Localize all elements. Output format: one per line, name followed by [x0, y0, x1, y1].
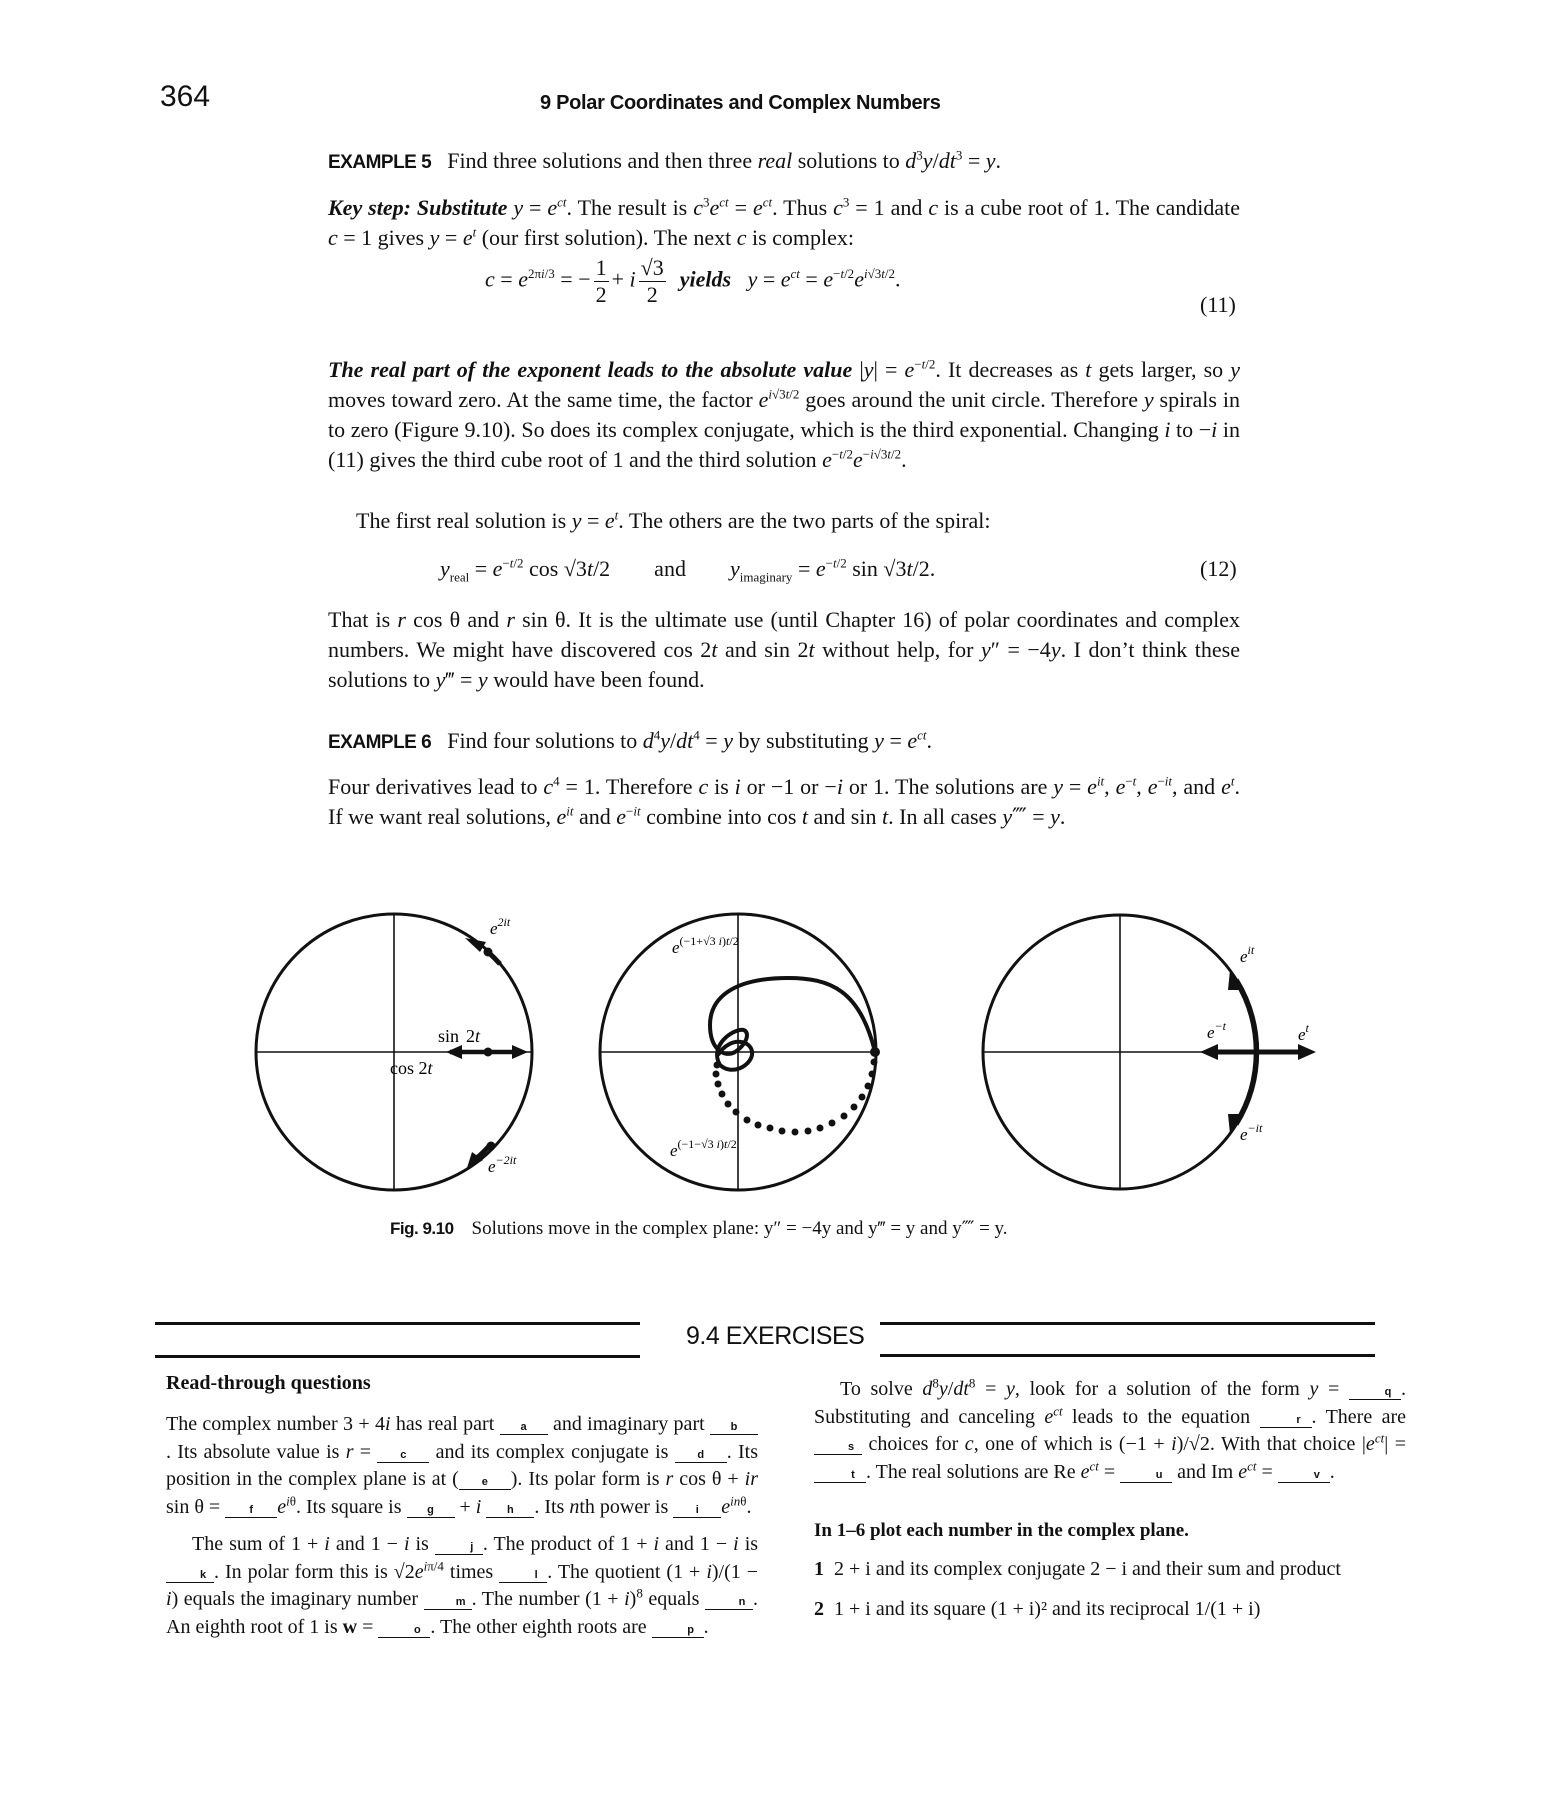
- bold-lead: The real part of the exponent leads to the absolute value: [328, 357, 853, 382]
- blank-q[interactable]: q: [1349, 1385, 1401, 1400]
- caption-text: Solutions move in the complex plane: y″ = −4y and y‴ = y and y⁗ = y.: [471, 1218, 1008, 1239]
- example6-label: EXAMPLE 6: [328, 732, 432, 753]
- example5-key-step: Key step: Substitute $y = e^{ct}$. The result is $c^3e^{ct} = e^{ct}$. Thus $c^3 = 1$ and c is a cube root of 1. The candidate c = 1 gives $y = e^t$ (our first solution). The next c is complex:: [328, 194, 1241, 250]
- readthrough-title: Read-through questions: [166, 1372, 371, 1394]
- label-eit: $e^{it}$: [1240, 943, 1255, 966]
- blank-c[interactable]: c: [377, 1448, 429, 1463]
- blank-m[interactable]: m: [424, 1595, 472, 1610]
- blank-p[interactable]: p: [652, 1623, 704, 1638]
- figure-9-10: [240, 890, 1320, 1200]
- figure-caption: [390, 1217, 1008, 1240]
- blank-d[interactable]: d: [675, 1448, 727, 1463]
- key-step-label: Key step: Substitute: [328, 195, 508, 220]
- panel-four-roots: [983, 915, 1316, 1189]
- rule-right-bottom: [880, 1354, 1375, 1357]
- running-head: 9 Polar Coordinates and Complex Numbers: [540, 92, 941, 114]
- equation-12: $y_{real} = e^{-t/2}$ cos √3t/2 and $y_{imaginary} = e^{-t/2}$ sin √3t/2.: [440, 555, 936, 585]
- problem-2-text: 1 + i and its square (1 + i)² and its reciprocal 1/(1 + i): [834, 1597, 1261, 1620]
- readthrough-paragraph-2: The sum of 1 + i and 1 − i is j . The product of 1 + i and 1 − i is k . In polar form this is $√2e^{i\pi/4}$ times l . The quotient (1 + i)/(1 − i) equals the imaginary number m . The number $(1 + i)^8$ equals n . An eighth root of 1 is w = o . The other eighth roots are p .: [166, 1533, 759, 1638]
- readthrough-paragraph-1: The complex number 3 + 4i has real part a and imaginary part b. Its absolute value is r = c and its complex conjugate is d . Its position in the complex plane is at ( e ). Its polar form is r cos θ + ir sin θ = f $e^{i\theta}$. Its square is g + i h . Its nth power is i $e^{in\theta}$.: [166, 1413, 758, 1518]
- example6-paragraph: Four derivatives lead to $c^4 = 1$. Therefore c is i or −1 or −i or 1. The solutions are $y = e^{it}$, $e^{-t}$, $e^{-it}$, and $e^t$. If we want real solutions, $e^{it}$ and $e^{-it}$ combine into cos t and sin t. In all cases y⁗ = y.: [328, 773, 1240, 829]
- problem-2: [814, 1596, 1406, 1624]
- blank-r[interactable]: r: [1260, 1413, 1312, 1428]
- label-e-minus-it: $e^{-it}$: [1240, 1121, 1263, 1144]
- label-et: $e^t$: [1298, 1021, 1309, 1044]
- blank-o[interactable]: o: [378, 1623, 430, 1638]
- example5-label: EXAMPLE 5: [328, 152, 432, 173]
- example6-statement: [328, 726, 1240, 758]
- equation-11-number: (11): [1200, 292, 1236, 317]
- example6-prompt: Find four solutions to $d^4y/dt^4 = y$ by substituting $y = e^{ct}$.: [447, 727, 933, 753]
- example5-statement: [328, 146, 1240, 178]
- blank-k[interactable]: k: [166, 1568, 214, 1583]
- plot-instruction: In 1–6 plot each number in the complex plane.: [814, 1520, 1189, 1541]
- blank-n[interactable]: n: [705, 1595, 753, 1610]
- right-column: [814, 1376, 1406, 1623]
- blank-g[interactable]: g: [407, 1503, 455, 1518]
- example5-paragraph2: The real part of the exponent leads to the absolute value $|y| = e^{-t/2}$. It decreases as t gets larger, so y moves toward zero. At the same time, the factor $e^{i√3t/2}$ goes around the unit circle. Therefore y spirals in to zero (Figure 9.10). So does its complex conjugate, which is the third exponential. Changing i to −i in (11) gives the third cube root of 1 and the third solution $e^{-t/2}e^{-i√3t/2}$.: [328, 356, 1241, 472]
- label-spiral-lower: $e^{(-1-√3}$ i)t/2: [670, 1137, 737, 1160]
- problem-1-text: 2 + i and its complex conjugate 2 − i and their sum and product: [834, 1558, 1341, 1580]
- label-e-minus-t: $e^{-t}$: [1207, 1019, 1226, 1042]
- right-paragraph-1: To solve $d^8y/dt^8 = y$, look for a solution of the form y = q . Substituting and canceling $e^{ct}$ leads to the equation r . There are s choices for c, one of which is (−1 + i)/√2. With that choice $|e^{ct}| = t$ . The real solutions are Re $e^{ct} = u$ and Im $e^{ct} = v$ .: [814, 1375, 1407, 1483]
- example5-paragraph4: That is r cos θ and r sin θ. It is the ultimate use (until Chapter 16) of polar coordinates and complex numbers. We might have discovered cos 2t and sin 2t without help, for y″ = −4y. I don’t think these solutions to y‴ = y would have been found.: [328, 607, 1240, 692]
- label-cos2t: cos 2t: [390, 1058, 433, 1078]
- problem-1: [814, 1556, 1406, 1584]
- blank-i[interactable]: i: [673, 1503, 721, 1518]
- caption-label: Fig. 9.10: [390, 1219, 454, 1238]
- rule-right-top: [880, 1322, 1375, 1325]
- blank-e[interactable]: e: [459, 1475, 511, 1490]
- blank-t[interactable]: t: [814, 1468, 866, 1483]
- rule-left-bottom: [155, 1355, 640, 1358]
- example5-paragraph3: The first real solution is $y = e^t$. The others are the two parts of the spiral:: [356, 507, 991, 533]
- blank-l[interactable]: l: [499, 1568, 547, 1583]
- label-spiral-upper: $e^{(-1+√3}$ i)t/2: [672, 934, 739, 957]
- page-number: 364: [160, 80, 211, 113]
- blank-u[interactable]: u: [1120, 1468, 1172, 1483]
- label-sin2t: sin: [438, 1026, 460, 1046]
- label-2t: 2t: [466, 1026, 481, 1046]
- rule-left-top: [155, 1322, 640, 1325]
- panel-double-root: [256, 914, 532, 1190]
- blank-h[interactable]: h: [486, 1503, 534, 1518]
- blank-f[interactable]: f: [225, 1503, 277, 1518]
- equation-12-number: (12): [1200, 556, 1237, 581]
- example5-prompt: Find three solutions and then three real solutions to $d^3y/dt^3 = y$.: [447, 147, 1001, 173]
- problem-1-number: 1: [814, 1558, 824, 1580]
- label-e-2it: $e^{-2it}$: [488, 1153, 517, 1176]
- blank-j[interactable]: j: [435, 1540, 483, 1555]
- blank-s[interactable]: s: [814, 1440, 862, 1455]
- readthrough-column: [166, 1372, 758, 1641]
- problem-2-number: 2: [814, 1597, 824, 1620]
- label-e2it: $e^{2it}$: [490, 915, 511, 938]
- equation-11: $c = e^{2\pi i/3}$ = − $\frac{1}{2}$ + i $\frac{√3}{2}$ yields $y = e^{ct} = e^{-t/2}e^{i√3t/2}$.: [485, 255, 901, 307]
- blank-b[interactable]: b: [710, 1420, 758, 1435]
- panel-spiral: [600, 914, 880, 1190]
- exercises-heading: 9.4 EXERCISES: [686, 1322, 865, 1350]
- blank-a[interactable]: a: [500, 1420, 548, 1435]
- blank-v[interactable]: v: [1278, 1468, 1330, 1483]
